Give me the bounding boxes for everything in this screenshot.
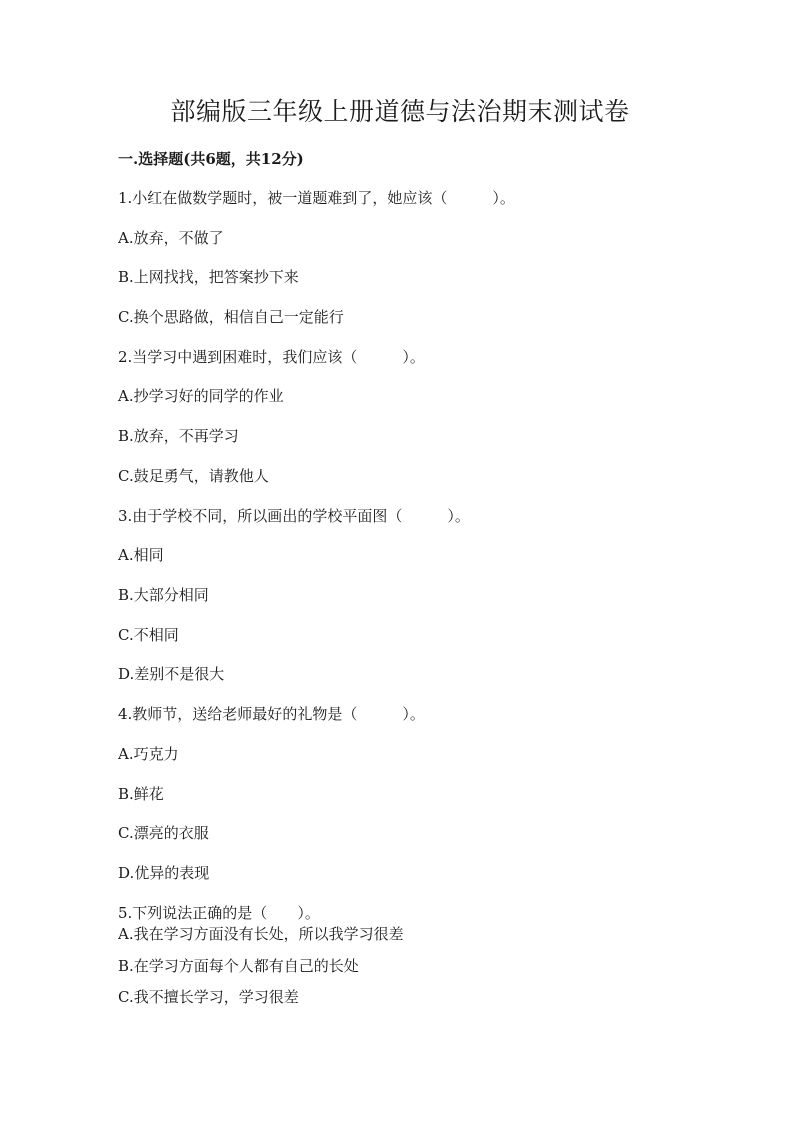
question-2-option-b: B.放弃，不再学习 [118, 427, 239, 445]
question-4-stem: 4.教师节，送给老师最好的礼物是（ ）。 [118, 705, 425, 723]
question-2-option-a: A.抄学习好的同学的作业 [118, 387, 284, 405]
question-5-stem: 5.下列说法正确的是（ ）。 [118, 904, 320, 922]
page-title: 部编版三年级上册道德与法治期末测试卷 [170, 97, 630, 126]
question-3-option-d: D.差别不是很大 [118, 665, 225, 683]
question-1-option-c: C.换个思路做，相信自己一定能行 [118, 308, 344, 326]
section-heading: 一.选择题(共6题，共12分) [118, 150, 304, 168]
question-1-option-b: B.上网找找，把答案抄下来 [118, 268, 299, 286]
question-2-stem: 2.当学习中遇到困难时，我们应该（ ）。 [118, 348, 425, 366]
question-5-option-c: C.我不擅长学习，学习很差 [118, 988, 299, 1006]
question-4-option-a: A.巧克力 [118, 745, 179, 763]
question-1-option-a: A.放弃，不做了 [118, 229, 224, 247]
question-3-option-c: C.不相同 [118, 626, 179, 644]
question-1-stem: 1.小红在做数学题时，被一道题难到了，她应该（ ）。 [118, 189, 515, 207]
question-4-option-b: B.鲜花 [118, 785, 164, 803]
question-3-stem: 3.由于学校不同，所以画出的学校平面图（ ）。 [118, 507, 470, 525]
question-5-option-b: B.在学习方面每个人都有自己的长处 [118, 957, 359, 975]
question-4-option-d: D.优异的表现 [118, 864, 210, 882]
question-2-option-c: C.鼓足勇气，请教他人 [118, 467, 269, 485]
question-5-option-a: A.我在学习方面没有长处，所以我学习很差 [118, 925, 404, 943]
question-3-option-b: B.大部分相同 [118, 586, 209, 604]
question-4-option-c: C.漂亮的衣服 [118, 824, 209, 842]
question-3-option-a: A.相同 [118, 546, 164, 564]
